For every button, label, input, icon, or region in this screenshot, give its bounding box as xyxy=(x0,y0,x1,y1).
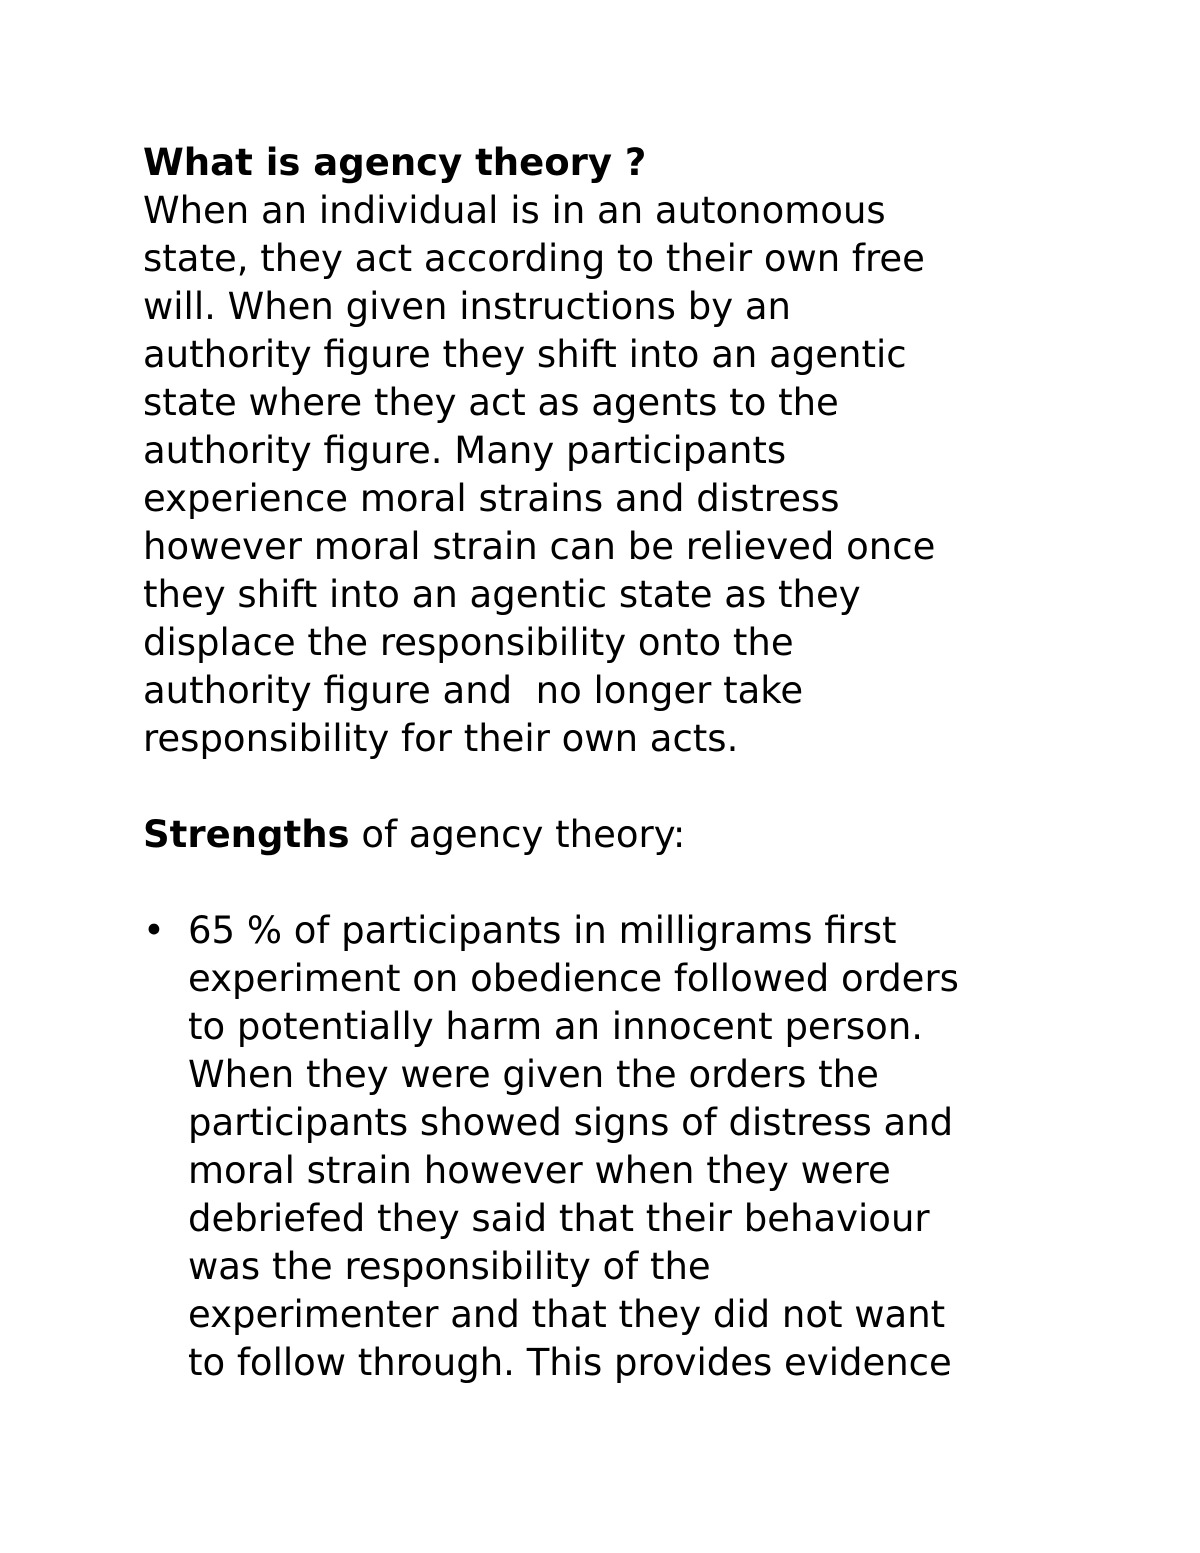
bullet-line: to potentially harm an innocent person. xyxy=(188,1005,924,1048)
bullet-line: was the responsibility of the xyxy=(188,1245,711,1288)
bullet-icon: • xyxy=(143,909,165,952)
paragraph-line: When an individual is in an autonomous xyxy=(143,189,886,232)
paragraph-line: authority figure. Many participants xyxy=(143,429,787,472)
bullet-line: experiment on obedience followed orders xyxy=(188,957,959,1000)
bullet-list-item xyxy=(143,907,1143,1387)
bullet-line: participants showed signs of distress and xyxy=(188,1101,954,1144)
strengths-heading xyxy=(143,811,1143,859)
paragraph-spacer xyxy=(143,763,1143,811)
paragraph-line: responsibility for their own acts. xyxy=(143,717,739,760)
paragraph-line: state, they act according to their own free xyxy=(143,237,925,280)
bullet-line: debriefed they said that their behaviour xyxy=(188,1197,930,1240)
bullet-line: to follow through. This provides evidence xyxy=(188,1341,952,1384)
paragraph-line: will. When given instructions by an xyxy=(143,285,791,328)
bullet-line: moral strain however when they were xyxy=(188,1149,891,1192)
paragraph-line: displace the responsibility onto the xyxy=(143,621,794,664)
strengths-heading-rest: of agency theory: xyxy=(349,813,686,856)
paragraph-line: however moral strain can be relieved once xyxy=(143,525,936,568)
paragraph-spacer xyxy=(143,859,1143,907)
strengths-heading-bold: Strengths xyxy=(143,813,350,856)
document-page xyxy=(143,139,1143,1387)
bullet-line: experimenter and that they did not want xyxy=(188,1293,946,1336)
bullet-line: 65 % of participants in milligrams first xyxy=(188,909,897,952)
paragraph-line: experience moral strains and distress xyxy=(143,477,840,520)
paragraph-line: they shift into an agentic state as they xyxy=(143,573,861,616)
intro-paragraph xyxy=(143,187,1143,763)
paragraph-line: authority figure they shift into an agentic xyxy=(143,333,907,376)
page-heading: What is agency theory ? xyxy=(143,141,647,184)
paragraph-line: authority figure and no longer take xyxy=(143,669,804,712)
paragraph-line: state where they act as agents to the xyxy=(143,381,839,424)
bullet-line: When they were given the orders the xyxy=(188,1053,879,1096)
